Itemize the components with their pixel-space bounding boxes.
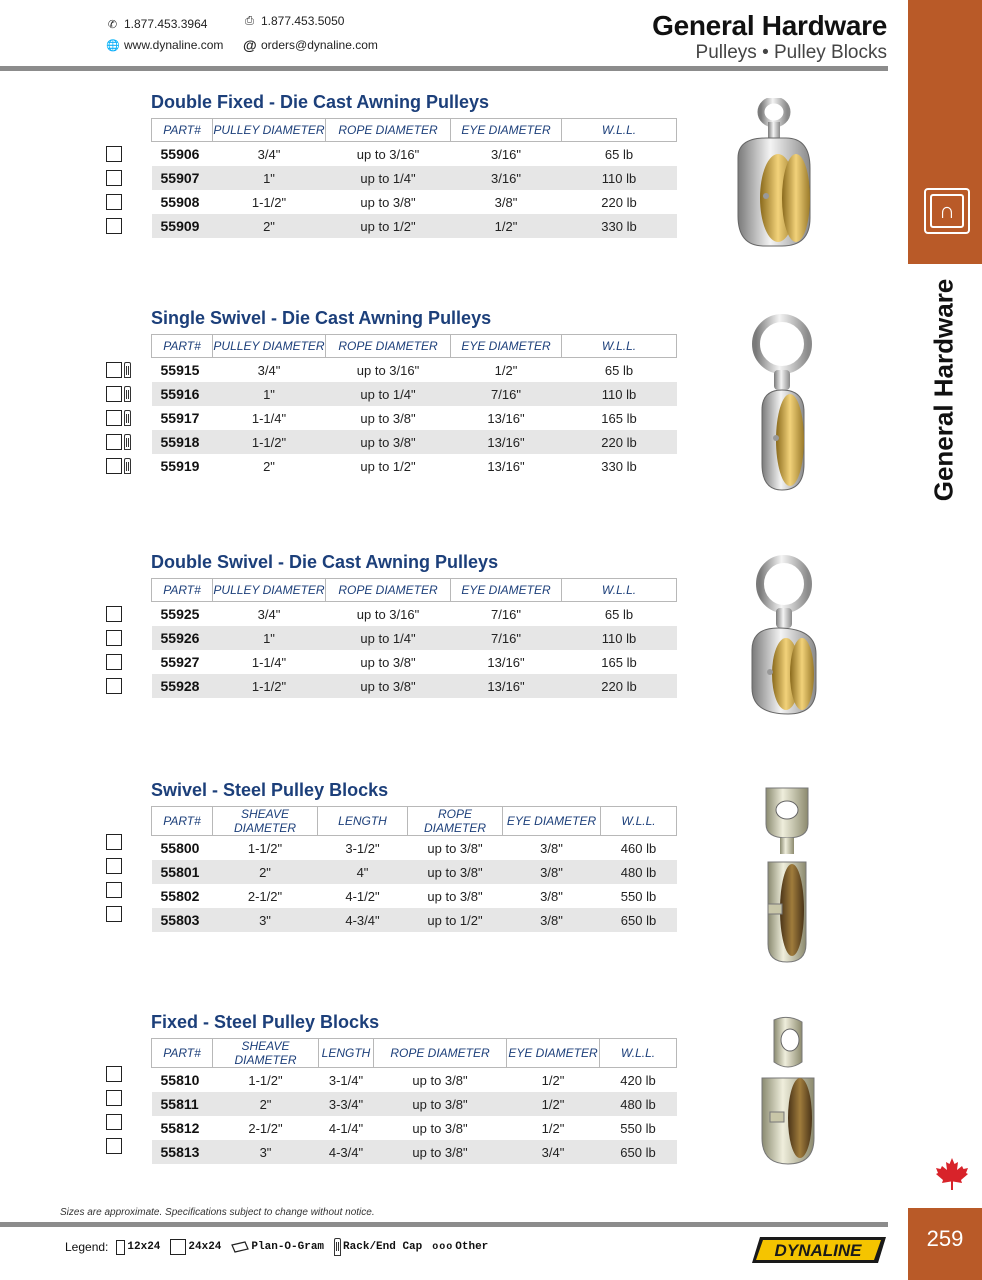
table-row bbox=[152, 674, 677, 698]
table-cell: 3" bbox=[213, 1140, 319, 1164]
table-cell: 1-1/2" bbox=[251, 194, 287, 210]
table-cell: 1/2" bbox=[451, 214, 562, 238]
order-checkbox[interactable] bbox=[106, 654, 122, 670]
rack-end-cap-icon bbox=[124, 386, 131, 402]
legend-label: Legend: bbox=[65, 1240, 109, 1254]
part-number: 55919 bbox=[160, 458, 200, 474]
table-cell: 420 lb bbox=[620, 1072, 656, 1088]
table-cell: 2" bbox=[263, 458, 275, 474]
table-row bbox=[152, 454, 677, 478]
table-cell: up to 1/2" bbox=[408, 908, 503, 932]
table-cell: 480 lb bbox=[601, 860, 677, 884]
order-checkbox[interactable] bbox=[106, 606, 122, 622]
legend-item bbox=[334, 1238, 422, 1256]
phone-icon: ✆ bbox=[107, 18, 118, 31]
order-checkbox[interactable] bbox=[106, 386, 122, 402]
order-checkbox[interactable] bbox=[106, 458, 122, 474]
spec-table bbox=[151, 1038, 677, 1164]
column-header: W.L.L. bbox=[600, 1039, 677, 1068]
table-cell: 4-1/2" bbox=[345, 888, 380, 904]
order-checkbox[interactable] bbox=[106, 834, 122, 850]
order-checkbox[interactable] bbox=[106, 146, 122, 162]
display-12x24-icon bbox=[116, 1240, 125, 1255]
table-cell: 4-3/4" bbox=[318, 908, 408, 932]
table-row bbox=[152, 142, 677, 167]
table-cell: 7/16" bbox=[491, 606, 521, 622]
column-header: PULLEY DIAMETER bbox=[213, 335, 326, 358]
table-cell: 110 lb bbox=[562, 626, 677, 650]
table-header-row bbox=[152, 579, 677, 602]
order-checkbox[interactable] bbox=[106, 218, 122, 234]
order-checkbox[interactable] bbox=[106, 906, 122, 922]
table-cell: 550 lb bbox=[620, 888, 657, 904]
table-row bbox=[152, 626, 677, 650]
table-cell: up to 1/2" bbox=[360, 458, 416, 474]
table-cell: 1-1/2" bbox=[213, 674, 326, 698]
order-checkbox[interactable] bbox=[106, 882, 122, 898]
table-cell: 3/16" bbox=[451, 166, 562, 190]
table-row bbox=[152, 358, 677, 383]
double-fixed-pulley-image bbox=[726, 98, 816, 252]
table-cell: 2" bbox=[213, 860, 318, 884]
table-cell: up to 3/8" bbox=[360, 410, 416, 426]
order-checkboxes bbox=[106, 358, 131, 478]
part-number: 55926 bbox=[152, 626, 213, 650]
column-header: EYE DIAMETER bbox=[507, 1039, 600, 1068]
table-row bbox=[152, 884, 677, 908]
order-checkbox[interactable] bbox=[106, 410, 122, 426]
legend-item-label: 12x24 bbox=[127, 1241, 161, 1253]
rack-end-cap-icon bbox=[124, 434, 131, 450]
table-cell: 1/2" bbox=[541, 1120, 565, 1136]
table-cell: 3/8" bbox=[494, 194, 518, 210]
legend-item-label: 24x24 bbox=[188, 1241, 222, 1253]
table-row bbox=[152, 214, 677, 238]
part-number: 55906 bbox=[160, 146, 200, 162]
legend-item bbox=[170, 1239, 221, 1255]
order-checkbox[interactable] bbox=[106, 170, 122, 186]
table-row bbox=[152, 1092, 677, 1116]
part-number: 55916 bbox=[152, 382, 213, 406]
legend-item-label: Plan-O-Gram bbox=[251, 1241, 325, 1253]
table-cell: 65 lb bbox=[604, 146, 634, 162]
table-cell: 3/8" bbox=[503, 908, 601, 932]
table-cell: 1/2" bbox=[494, 362, 518, 378]
fixed-steel-block-image bbox=[756, 1014, 820, 1170]
part-number: 55928 bbox=[152, 674, 213, 698]
table-row bbox=[152, 602, 677, 627]
part-number: 55802 bbox=[160, 888, 200, 904]
column-header: LENGTH bbox=[318, 807, 408, 836]
table-cell: up to 1/4" bbox=[326, 166, 451, 190]
column-header: PART# bbox=[152, 579, 213, 602]
table-cell: 13/16" bbox=[487, 654, 525, 670]
table-cell: up to 3/8" bbox=[427, 888, 483, 904]
order-checkbox[interactable] bbox=[106, 434, 122, 450]
table-row bbox=[152, 860, 677, 884]
section-title: Fixed - Steel Pulley Blocks bbox=[151, 1012, 380, 1032]
table-cell: 3" bbox=[213, 908, 318, 932]
order-checkboxes bbox=[106, 830, 122, 926]
phone-contact bbox=[106, 17, 207, 31]
order-checkbox[interactable] bbox=[106, 858, 122, 874]
table-cell: up to 3/8" bbox=[374, 1092, 507, 1116]
bottom-divider bbox=[0, 1222, 888, 1227]
column-header: SHEAVE DIAMETER bbox=[213, 807, 318, 836]
table-cell: up to 3/8" bbox=[408, 860, 503, 884]
column-header: PULLEY DIAMETER bbox=[213, 579, 326, 602]
table-cell: 3/4" bbox=[257, 362, 281, 378]
column-header: EYE DIAMETER bbox=[451, 119, 562, 142]
swivel-steel-block-image bbox=[758, 784, 816, 970]
order-checkbox[interactable] bbox=[106, 630, 122, 646]
page-number: 259 bbox=[926, 1226, 964, 1251]
rack-end-cap-icon bbox=[124, 458, 131, 474]
order-checkboxes bbox=[106, 1062, 122, 1158]
part-number: 55909 bbox=[152, 214, 213, 238]
table-cell: 4" bbox=[318, 860, 408, 884]
part-number: 55927 bbox=[160, 654, 200, 670]
spec-table bbox=[151, 578, 677, 698]
table-cell: 460 lb bbox=[620, 840, 657, 856]
table-cell: 330 lb bbox=[562, 214, 677, 238]
table-cell: 7/16" bbox=[451, 626, 562, 650]
table-cell: 650 lb bbox=[601, 908, 677, 932]
column-header: PULLEY DIAMETER bbox=[213, 119, 326, 142]
table-row bbox=[152, 382, 677, 406]
spec-table bbox=[151, 118, 677, 238]
rack-end-cap-icon bbox=[334, 1238, 341, 1256]
table-row bbox=[152, 1140, 677, 1164]
fax-contact bbox=[243, 14, 344, 28]
table-cell: 550 lb bbox=[620, 1120, 656, 1136]
table-cell: up to 1/4" bbox=[326, 626, 451, 650]
table-cell: 65 lb bbox=[604, 362, 634, 378]
table-cell: 1-1/2" bbox=[213, 430, 326, 454]
section-single-swivel bbox=[0, 308, 900, 498]
table-cell: 1" bbox=[213, 166, 326, 190]
column-header: W.L.L. bbox=[562, 335, 677, 358]
email-link[interactable]: orders@dynaline.com bbox=[261, 38, 378, 52]
table-cell: 3-1/2" bbox=[345, 840, 380, 856]
legend-item bbox=[116, 1240, 160, 1255]
part-number: 55907 bbox=[152, 166, 213, 190]
part-number: 55925 bbox=[160, 606, 200, 622]
table-row bbox=[152, 430, 677, 454]
table-cell: up to 1/2" bbox=[326, 214, 451, 238]
section-double-fixed bbox=[0, 92, 900, 252]
part-number: 55915 bbox=[160, 362, 200, 378]
email-contact bbox=[243, 37, 378, 53]
table-cell: up to 3/8" bbox=[427, 840, 483, 856]
table-cell: 13/16" bbox=[487, 410, 525, 426]
table-row bbox=[152, 650, 677, 674]
order-checkbox[interactable] bbox=[106, 1138, 122, 1154]
table-cell: 480 lb bbox=[600, 1092, 677, 1116]
table-cell: 2-1/2" bbox=[247, 888, 283, 904]
order-checkbox[interactable] bbox=[106, 1066, 122, 1082]
table-cell: 220 lb bbox=[562, 674, 677, 698]
legend-item bbox=[231, 1241, 324, 1253]
table-cell: up to 3/16" bbox=[356, 606, 420, 622]
column-header: PART# bbox=[152, 1039, 213, 1068]
table-header-row bbox=[152, 807, 677, 836]
maple-leaf-icon bbox=[934, 1156, 970, 1192]
table-cell: 4-1/4" bbox=[328, 1120, 364, 1136]
column-header: EYE DIAMETER bbox=[451, 579, 562, 602]
table-cell: 110 lb bbox=[562, 166, 677, 190]
legend-item bbox=[432, 1241, 488, 1253]
column-header: LENGTH bbox=[319, 1039, 374, 1068]
phone-number: 1.877.453.3964 bbox=[124, 17, 208, 31]
table-cell: 2" bbox=[213, 1092, 319, 1116]
part-number: 55813 bbox=[152, 1140, 213, 1164]
table-cell: 1-1/4" bbox=[251, 654, 287, 670]
column-header: PART# bbox=[152, 807, 213, 836]
column-header: PART# bbox=[152, 335, 213, 358]
table-row bbox=[152, 908, 677, 932]
table-cell: 3/8" bbox=[540, 840, 563, 856]
table-cell: 3/4" bbox=[257, 606, 281, 622]
legend bbox=[65, 1238, 494, 1256]
table-row bbox=[152, 190, 677, 214]
table-cell: 13/16" bbox=[487, 458, 525, 474]
fax-number: 1.877.453.5050 bbox=[261, 14, 345, 28]
brand-name: DYNALINE bbox=[774, 1241, 862, 1260]
table-cell: 1-1/4" bbox=[251, 410, 287, 426]
rack-end-cap-icon bbox=[124, 362, 131, 378]
column-header: ROPE DIAMETER bbox=[374, 1039, 507, 1068]
table-header-row bbox=[152, 119, 677, 142]
column-header: EYE DIAMETER bbox=[451, 335, 562, 358]
order-checkbox[interactable] bbox=[106, 362, 122, 378]
fax-icon: ⎙ bbox=[245, 14, 254, 27]
table-header-row bbox=[152, 335, 677, 358]
order-checkbox[interactable] bbox=[106, 1114, 122, 1130]
rack-end-cap-icon bbox=[124, 410, 131, 426]
table-cell: 110 lb bbox=[562, 382, 677, 406]
table-cell: 165 lb bbox=[601, 654, 637, 670]
table-cell: 3/4" bbox=[507, 1140, 600, 1164]
table-cell: up to 3/8" bbox=[360, 194, 416, 210]
legend-item-label: Other bbox=[455, 1241, 489, 1253]
globe-icon: 🌐 bbox=[106, 39, 120, 52]
spec-table bbox=[151, 806, 677, 932]
top-divider bbox=[0, 66, 888, 71]
table-cell: 4-3/4" bbox=[319, 1140, 374, 1164]
table-cell: up to 3/8" bbox=[360, 654, 416, 670]
table-cell: up to 3/16" bbox=[356, 146, 420, 162]
website-link[interactable]: www.dynaline.com bbox=[124, 38, 224, 52]
part-number: 55908 bbox=[160, 194, 200, 210]
table-cell: 13/16" bbox=[451, 430, 562, 454]
table-cell: 3/16" bbox=[491, 146, 521, 162]
table-cell: 3/8" bbox=[540, 888, 563, 904]
table-row bbox=[152, 1068, 677, 1093]
column-header: W.L.L. bbox=[562, 579, 677, 602]
table-cell: up to 3/8" bbox=[326, 430, 451, 454]
part-number: 55918 bbox=[152, 430, 213, 454]
category-badge bbox=[924, 188, 970, 234]
table-cell: 1-1/2" bbox=[248, 1072, 283, 1088]
column-header: W.L.L. bbox=[601, 807, 677, 836]
table-row bbox=[152, 836, 677, 861]
table-cell: 3/4" bbox=[257, 146, 281, 162]
part-number: 55803 bbox=[152, 908, 213, 932]
column-header: PART# bbox=[152, 119, 213, 142]
table-cell: 1" bbox=[213, 626, 326, 650]
table-cell: up to 3/8" bbox=[412, 1120, 468, 1136]
page-title: General Hardware bbox=[652, 10, 887, 41]
column-header: ROPE DIAMETER bbox=[408, 807, 503, 836]
order-checkboxes bbox=[106, 602, 122, 698]
table-cell: 2" bbox=[213, 214, 326, 238]
column-header: ROPE DIAMETER bbox=[326, 335, 451, 358]
display-24x24-icon bbox=[170, 1239, 186, 1255]
other-icon: ooo bbox=[432, 1241, 454, 1253]
table-cell: 3/8" bbox=[503, 860, 601, 884]
table-cell: 7/16" bbox=[451, 382, 562, 406]
order-checkbox[interactable] bbox=[106, 1090, 122, 1106]
part-number: 55801 bbox=[152, 860, 213, 884]
table-cell: 330 lb bbox=[601, 458, 637, 474]
single-swivel-pulley-image bbox=[748, 314, 818, 494]
table-cell: 1/2" bbox=[507, 1092, 600, 1116]
column-header: W.L.L. bbox=[562, 119, 677, 142]
table-cell: up to 3/8" bbox=[326, 674, 451, 698]
table-cell: up to 3/8" bbox=[412, 1072, 468, 1088]
table-cell: up to 3/16" bbox=[356, 362, 420, 378]
table-row bbox=[152, 406, 677, 430]
table-cell: 3-1/4" bbox=[328, 1072, 364, 1088]
table-cell: 2-1/2" bbox=[248, 1120, 283, 1136]
table-cell: 65 lb bbox=[604, 606, 634, 622]
table-cell: 220 lb bbox=[562, 430, 677, 454]
table-cell: 220 lb bbox=[601, 194, 637, 210]
section-title: Double Swivel - Die Cast Awning Pulleys bbox=[151, 552, 499, 572]
order-checkbox[interactable] bbox=[106, 194, 122, 210]
column-header: SHEAVE DIAMETER bbox=[213, 1039, 319, 1068]
plan-o-gram-icon bbox=[231, 1241, 249, 1253]
table-cell: 650 lb bbox=[600, 1140, 677, 1164]
table-cell: 13/16" bbox=[451, 674, 562, 698]
legend-item-label: Rack/End Cap bbox=[343, 1241, 423, 1253]
table-row bbox=[152, 1116, 677, 1140]
section-double-swivel bbox=[0, 552, 900, 722]
table-cell: 1-1/2" bbox=[247, 840, 283, 856]
section-fixed-steel bbox=[0, 1012, 900, 1182]
order-checkbox[interactable] bbox=[106, 678, 122, 694]
magnet-icon: ∩ bbox=[930, 194, 964, 228]
part-number: 55810 bbox=[160, 1072, 200, 1088]
at-icon: @ bbox=[243, 37, 257, 53]
table-row bbox=[152, 166, 677, 190]
section-swivel-steel bbox=[0, 780, 900, 950]
dynaline-logo bbox=[752, 1236, 886, 1264]
disclaimer-text: Sizes are approximate. Specifications subject to change without notice. bbox=[60, 1207, 375, 1218]
section-title: Swivel - Steel Pulley Blocks bbox=[151, 780, 389, 800]
category-label: General Hardware bbox=[928, 278, 959, 502]
table-cell: 1/2" bbox=[541, 1072, 565, 1088]
section-title: Single Swivel - Die Cast Awning Pulleys bbox=[151, 308, 492, 328]
table-cell: 3-3/4" bbox=[319, 1092, 374, 1116]
section-title: Double Fixed - Die Cast Awning Pulleys bbox=[151, 92, 490, 112]
order-checkboxes bbox=[106, 142, 122, 238]
table-cell: 1" bbox=[213, 382, 326, 406]
website-contact bbox=[106, 38, 223, 52]
table-cell: 165 lb bbox=[601, 410, 637, 426]
column-header: ROPE DIAMETER bbox=[326, 579, 451, 602]
table-cell: up to 3/8" bbox=[374, 1140, 507, 1164]
page-subtitle: Pulleys • Pulley Blocks bbox=[695, 42, 887, 63]
part-number: 55800 bbox=[160, 840, 200, 856]
part-number: 55917 bbox=[160, 410, 200, 426]
part-number: 55811 bbox=[152, 1092, 213, 1116]
column-header: ROPE DIAMETER bbox=[326, 119, 451, 142]
table-header-row bbox=[152, 1039, 677, 1068]
column-header: EYE DIAMETER bbox=[503, 807, 601, 836]
part-number: 55812 bbox=[160, 1120, 200, 1136]
spec-table bbox=[151, 334, 677, 478]
table-cell: up to 1/4" bbox=[326, 382, 451, 406]
double-swivel-pulley-image bbox=[742, 554, 822, 718]
